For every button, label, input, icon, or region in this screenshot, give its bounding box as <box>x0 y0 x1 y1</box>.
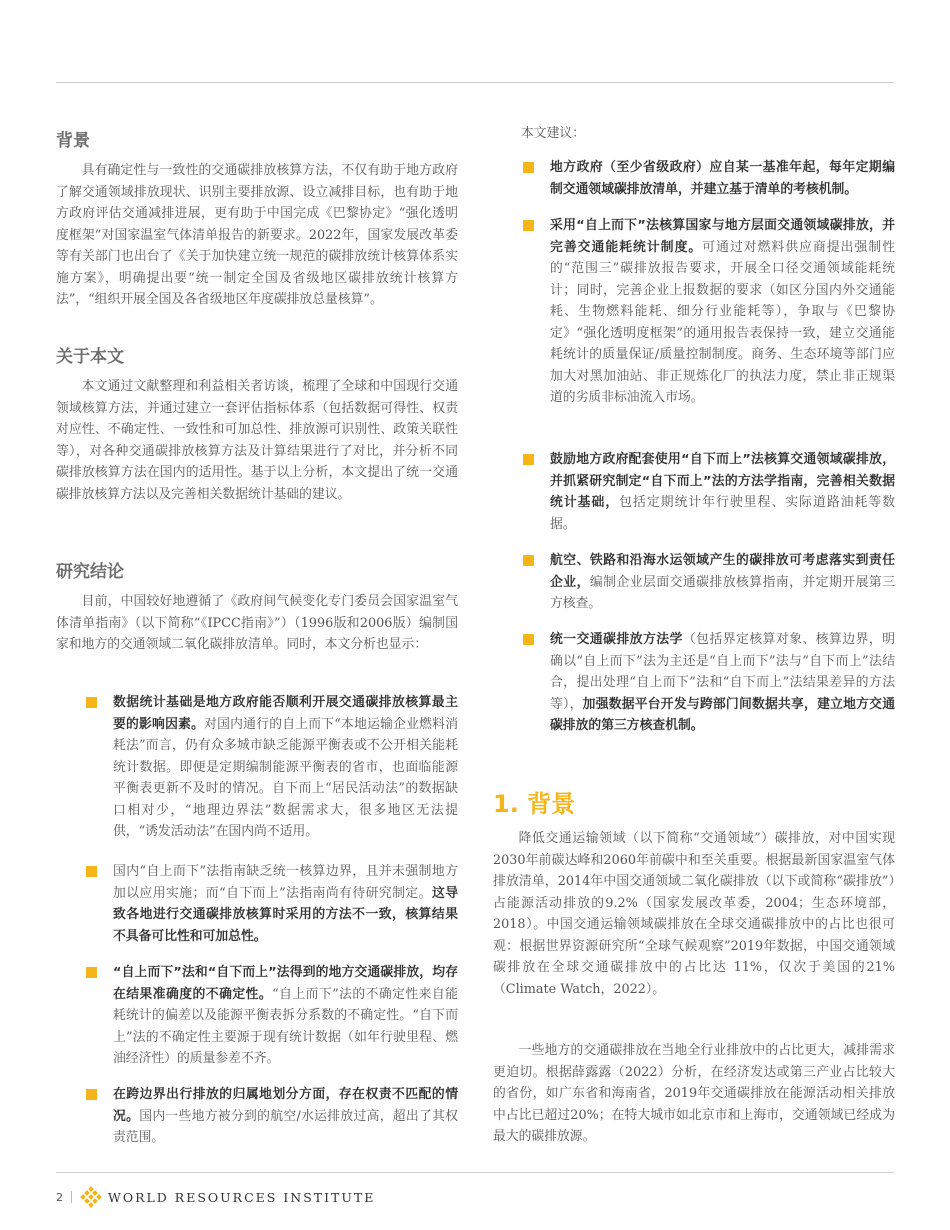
bullet-square <box>86 697 97 708</box>
recommendation-5-text: （包括界定核算对象、核算边界，明确以“自上而下”法为主还是“自上而下”法与“自下而上”法结合，提出处理“自上而下”法和“自下而上”法结果差异的方法等）， <box>550 632 896 712</box>
paragraph-section-2: 一些地方的交通碳排放在当地全行业排放中的占比更大，减排需求更迫切。根据薛露露（2022）分析，在经济发达或第三产业占比较大的省份，如广东省和海南省，2019年交通碳排放在能源活动相关排放中占比已超过20%；在特大城市如北京市和上海市，交通领域已经成为最大的碳排放源。 <box>493 1043 895 1144</box>
heading-findings: 研究结论 <box>56 562 124 582</box>
paragraph-about: 本文通过文献整理和利益相关者访谈，梳理了全球和中国现行交通领域核算方法，并通过建立一套评估指标体系（包括数据可得性、权责对应性、不确定性、一致性和可加总性、排放源可识别性、政策关联性等），对各种交通碳排放核算方法及计算结果进行了对比，并分析不同碳排放核算方法在国内的适用性。基于以上分析，本文提出了统一交通碳排放核算方法以及完善相关数据统计基础的建议。 <box>56 379 458 502</box>
recommendation-5-bold-a: 统一交通碳排放方法学 <box>550 632 683 647</box>
recommendation-2-bold: 采用“自上而下”法核算国家与地方层面交通领域碳排放，并完善交通能耗统计制度。 <box>550 218 895 255</box>
page-number: 2 <box>56 1190 63 1204</box>
bullet-square <box>86 1089 97 1100</box>
finding-item-1 <box>86 692 458 843</box>
org-name: WORLD RESOURCES INSTITUTE <box>108 1189 376 1205</box>
recommendation-item-3 <box>523 449 895 535</box>
finding-1-bold: 数据统计基础是地方政府能否顺利开展交通碳排放核算最主要的影响因素。 <box>113 695 458 732</box>
heading-background: 背景 <box>56 131 90 151</box>
recommendation-1-bold: 地方政府（至少省级政府）应自某一基准年起，每年定期编制交通领域碳排放清单，并建立基于清单的考核机制。 <box>550 160 895 197</box>
bullet-square <box>86 967 97 978</box>
finding-item-4 <box>86 1084 458 1149</box>
bullet-square <box>86 866 97 877</box>
finding-2-text: 国内“自上而下”法指南缺乏统一核算边界，且并未强制地方加以应用实施；而“自下而上”法指南尚有待研究制定。 <box>113 864 458 901</box>
recommendation-3-text: 包括定期统计年行驶里程、实际道路油耗等数据。 <box>550 495 896 532</box>
paragraph-background: 具有确定性与一致性的交通碳排放核算方法，不仅有助于地方政府了解交通领域排放现状、识别主要排放源、设立减排目标，也有助于地方政府评估交通减排进展，更有助于中国完成《巴黎协定》“强化透明度框架”对国家温室气体清单报告的新要求。2022年，国家发展改革委等有关部门也出台了《关于加快建立统一规范的碳排放统计核算体系实施方案》，明确提出要“统一制定全国及省级地区碳排放统计核算方法”，“组织开展全国及各省级地区年度碳排放总量核算”。 <box>56 163 458 307</box>
finding-item-3 <box>86 962 458 1070</box>
bullet-square <box>523 634 534 645</box>
bullet-square <box>523 220 534 231</box>
finding-3-text: “自上而下”法的不确定性来自能耗统计的偏差以及能源平衡表拆分系数的不确定性。“自下而上”法的不确定性主要源于现有统计数据（如年行驶里程、燃油经济性）的质量参差不齐。 <box>113 986 458 1066</box>
recommendation-5-bold-b: 加强数据平台开发与跨部门间数据共享，建立地方交通碳排放的第三方核查机制。 <box>550 696 895 733</box>
recommendation-2-text: 可通过对燃料供应商提出强制性的“范围三”碳排放报告要求，开展全口径交通领域能耗统计；同时，完善企业上报数据的要求（如区分国内外交通能耗、生物燃料能耗、细分行业能耗等），争取与《巴黎协定》“强化透明度框架”的通用报告表保持一致，建立交通能耗统计的质量保证/质量控制制度。商务、生态环境等部门应加大对黑加油站、非正规炼化厂的执法力度，禁止非正规渠道的劣质非标油流入市场。 <box>550 239 896 405</box>
section-title: 1. 背景 <box>493 790 576 818</box>
finding-4-bold: 在跨边界出行排放的归属地划分方面，存在权责不匹配的情况。 <box>113 1087 458 1124</box>
wri-logo-icon <box>80 1186 102 1208</box>
recommendation-item-2 <box>523 215 895 409</box>
finding-3-bold: “自上而下”法和“自下而上”法得到的地方交通碳排放，均存在结果准确度的不确定性。 <box>113 965 458 1002</box>
paragraph-findings: 目前，中国较好地遵循了《政府间气候变化专门委员会国家温室气体清单指南》（以下简称“《IPCC指南》”）（1996版和2006版）编制国家和地方的交通领域二氧化碳排放清单。同时，本文分析也显示： <box>56 594 458 652</box>
recommendation-item-5 <box>523 629 895 737</box>
paragraph-section-1: 降低交通运输领域（以下简称“交通领域”）碳排放，对中国实现2030年前碳达峰和2060年前碳中和至关重要。根据最新国家温室气体排放清单，2014年中国交通领域二氧化碳排放（以下或简称“碳排放”）占能源活动排放的9.2%（国家发展改革委，2004；生态环境部，2018）。中国交通运输领域碳排放在全球交通碳排放中的占比也很可观：根据世界资源研究所“全球气候观察”2019年数据，中国交通领域碳排放在全球交通碳排放中的占比达 11%，仅次于美国的21%（Climate Watch，2022）。 <box>493 831 895 997</box>
footer-divider <box>71 1191 72 1203</box>
finding-1-text: 对国内通行的自上而下“本地运输企业燃料消耗法”而言，仍有众多城市缺乏能源平衡表或不公开相关能耗统计数据。即便是定期编制能源平衡表的省市，也面临能源平衡表更新不及时的情况。自下而上“居民活动法”的数据缺口相对少，“地理边界法”数据需求大，很多地区无法提供，“诱发活动法”在国内尚不适用。 <box>113 716 458 839</box>
recommendation-3-bold: 鼓励地方政府配套使用“自下而上”法核算交通领域碳排放，并抓紧研究制定“自下而上”法的方法学指南，完善相关数据统计基础， <box>550 452 895 510</box>
bullet-square <box>523 555 534 566</box>
header-rule <box>56 82 894 83</box>
recommendation-4-text: 编制企业层面交通碳排放核算指南，并定期开展第三方核查。 <box>550 574 896 611</box>
bullet-square <box>523 454 534 465</box>
finding-item-2 <box>86 861 458 947</box>
page-footer <box>56 1186 375 1208</box>
footer-rule <box>56 1172 894 1173</box>
finding-4-text: 国内一些地方被分到的航空/水运排放过高，超出了其权责范围。 <box>113 1108 459 1145</box>
finding-2-bold: 这导致各地进行交通碳排放核算时采用的方法不一致，核算结果不具备可比性和可加总性。 <box>113 885 458 944</box>
bullet-square <box>523 162 534 173</box>
recommendation-item-4 <box>523 550 895 615</box>
recommendations-intro: 本文建议： <box>521 126 585 141</box>
heading-about: 关于本文 <box>56 347 124 367</box>
recommendation-4-bold: 航空、铁路和沿海水运领域产生的碳排放可考虑落实到责任企业， <box>550 553 895 590</box>
recommendation-item-1 <box>523 157 895 200</box>
